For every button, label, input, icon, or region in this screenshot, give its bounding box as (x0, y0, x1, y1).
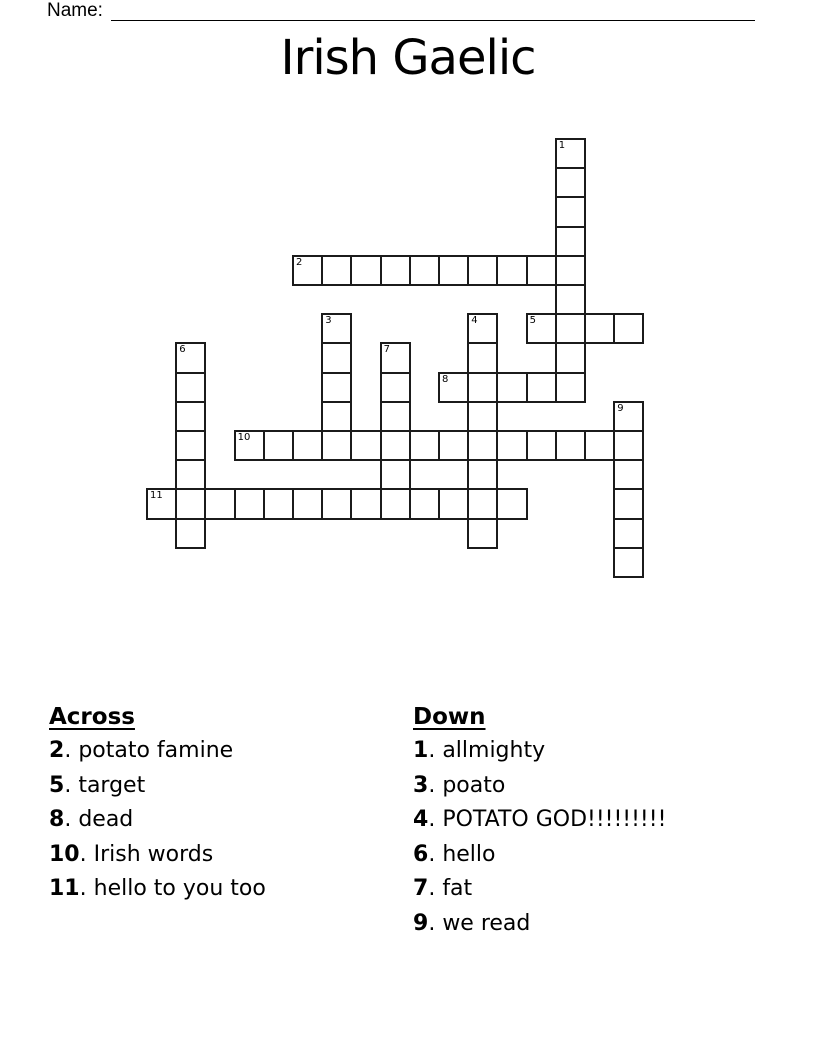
grid-cell[interactable] (613, 518, 644, 549)
clue-separator: . (428, 738, 443, 763)
grid-cell[interactable] (292, 488, 323, 519)
grid-cell[interactable] (321, 372, 352, 403)
clue-text: target (78, 772, 146, 798)
grid-cell[interactable] (175, 518, 206, 549)
puzzle-title: Irish Gaelic (280, 30, 536, 86)
clue-text: POTATO GOD!!!!!!!!! (442, 807, 667, 832)
grid-cell[interactable] (350, 430, 381, 461)
grid-cell[interactable] (584, 313, 615, 344)
grid-cell[interactable] (263, 430, 294, 461)
clue-across-2 (49, 734, 266, 769)
grid-cell[interactable] (321, 430, 352, 461)
cell-number: 3 (325, 315, 332, 327)
crossword-grid (146, 138, 644, 578)
grid-cell[interactable] (467, 459, 498, 490)
clue-text: Irish words (93, 841, 214, 867)
cell-number: 10 (237, 432, 251, 443)
grid-cell[interactable] (438, 255, 469, 286)
grid-cell[interactable] (263, 488, 294, 519)
clue-text: dead (78, 807, 134, 832)
clue-number: 8 (49, 807, 65, 832)
clue-text: fat (442, 876, 473, 901)
name-row (47, 1, 755, 21)
cell-number: 7 (383, 344, 390, 356)
clue-across-8 (49, 803, 266, 838)
grid-cell[interactable] (175, 488, 206, 519)
clue-separator: . (79, 841, 94, 867)
clue-separator: . (64, 738, 79, 763)
grid-cell[interactable] (467, 430, 498, 461)
grid-cell[interactable] (496, 430, 527, 461)
cell-number: 5 (529, 315, 536, 327)
grid-cell[interactable] (613, 547, 644, 578)
grid-cell[interactable] (467, 518, 498, 549)
grid-cell[interactable] (467, 488, 498, 519)
clue-separator: . (64, 807, 79, 832)
across-heading: Across (49, 704, 135, 730)
clue-number: 5 (49, 772, 65, 798)
grid-cell[interactable] (613, 488, 644, 519)
name-label: Name: (47, 0, 103, 21)
grid-cell[interactable] (526, 430, 557, 461)
grid-cell[interactable] (321, 255, 352, 286)
grid-cell[interactable] (496, 372, 527, 403)
clue-text: hello (442, 841, 496, 867)
grid-cell[interactable] (380, 372, 411, 403)
grid-cell[interactable] (555, 255, 586, 286)
clue-down-7 (413, 872, 666, 907)
clue-number: 10 (49, 841, 80, 867)
grid-cell[interactable] (380, 430, 411, 461)
grid-cell[interactable] (380, 459, 411, 490)
clue-down-4 (413, 803, 666, 838)
grid-cell[interactable] (204, 488, 235, 519)
grid-cell[interactable] (380, 401, 411, 432)
clue-down-6 (413, 838, 666, 873)
clue-text: hello to you too (93, 876, 266, 901)
clue-number: 7 (413, 876, 429, 901)
across-clue-list (49, 734, 266, 907)
grid-cell[interactable] (555, 138, 586, 169)
clue-number: 9 (413, 910, 429, 936)
grid-cell[interactable] (555, 342, 586, 373)
clue-separator: . (428, 876, 443, 901)
grid-cell[interactable] (555, 226, 586, 257)
grid-cell[interactable] (467, 255, 498, 286)
cell-number: 2 (296, 256, 303, 268)
grid-cell[interactable] (234, 430, 265, 461)
cell-number: 4 (471, 315, 478, 327)
grid-cell[interactable] (292, 255, 323, 286)
grid-cell[interactable] (350, 488, 381, 519)
clue-separator: . (64, 772, 79, 798)
cell-number: 6 (179, 344, 186, 356)
grid-cell[interactable] (555, 196, 586, 227)
grid-cell[interactable] (175, 342, 206, 373)
clue-number: 3 (413, 772, 429, 798)
clue-separator: . (428, 772, 443, 798)
clue-number: 11 (49, 876, 80, 901)
grid-cell[interactable] (496, 255, 527, 286)
clue-across-5 (49, 769, 266, 804)
clue-separator: . (428, 910, 443, 936)
grid-cell[interactable] (380, 255, 411, 286)
grid-cell[interactable] (380, 488, 411, 519)
grid-cell[interactable] (613, 430, 644, 461)
grid-cell[interactable] (555, 313, 586, 344)
clue-across-10 (49, 838, 266, 873)
clues-across-section (49, 700, 266, 907)
grid-cell[interactable] (613, 459, 644, 490)
clue-number: 2 (49, 738, 65, 763)
down-clue-list (413, 734, 666, 941)
grid-cell[interactable] (409, 430, 440, 461)
clue-down-3 (413, 769, 666, 804)
clue-number: 1 (413, 738, 429, 763)
grid-cell[interactable] (526, 313, 557, 344)
grid-cell[interactable] (380, 342, 411, 373)
grid-cell[interactable] (321, 342, 352, 373)
cell-number: 9 (617, 402, 624, 414)
cell-number: 8 (442, 373, 449, 385)
grid-cell[interactable] (613, 401, 644, 432)
grid-cell[interactable] (234, 488, 265, 519)
clue-number: 4 (413, 807, 429, 832)
clue-across-11 (49, 872, 266, 907)
name-fill-line[interactable] (111, 2, 755, 21)
clue-separator: . (79, 876, 94, 901)
grid-cell[interactable] (496, 488, 527, 519)
grid-cell[interactable] (175, 430, 206, 461)
grid-cell[interactable] (409, 255, 440, 286)
grid-cell[interactable] (584, 430, 615, 461)
grid-cell[interactable] (555, 372, 586, 403)
grid-cell[interactable] (467, 372, 498, 403)
clue-text: potato famine (78, 738, 234, 763)
down-heading: Down (413, 704, 486, 730)
grid-cell[interactable] (175, 459, 206, 490)
cell-number: 11 (150, 490, 163, 502)
grid-cell[interactable] (438, 430, 469, 461)
grid-cell[interactable] (146, 488, 177, 519)
grid-cell[interactable] (467, 401, 498, 432)
grid-cell[interactable] (438, 488, 469, 519)
grid-cell[interactable] (321, 401, 352, 432)
cell-number: 1 (558, 140, 566, 151)
clue-down-1 (413, 734, 666, 769)
grid-cell[interactable] (555, 430, 586, 461)
clue-number: 6 (413, 841, 429, 867)
grid-cell[interactable] (526, 372, 557, 403)
grid-cell[interactable] (409, 488, 440, 519)
grid-cell[interactable] (292, 430, 323, 461)
grid-cell[interactable] (350, 255, 381, 286)
grid-cell[interactable] (321, 313, 352, 344)
grid-cell[interactable] (613, 313, 644, 344)
grid-cell[interactable] (321, 488, 352, 519)
clue-down-9 (413, 907, 666, 942)
grid-cell[interactable] (467, 313, 498, 344)
clues-down-section (413, 700, 666, 941)
grid-cell[interactable] (175, 372, 206, 403)
clue-text: we read (442, 910, 531, 936)
clue-text: allmighty (442, 738, 546, 763)
grid-cell[interactable] (555, 167, 586, 198)
grid-cell[interactable] (467, 342, 498, 373)
clue-separator: . (428, 807, 443, 832)
grid-cell[interactable] (175, 401, 206, 432)
grid-cell[interactable] (438, 372, 469, 403)
clue-separator: . (428, 841, 443, 867)
clue-text: poato (442, 772, 506, 798)
grid-cell[interactable] (526, 255, 557, 286)
grid-cell[interactable] (555, 284, 586, 315)
